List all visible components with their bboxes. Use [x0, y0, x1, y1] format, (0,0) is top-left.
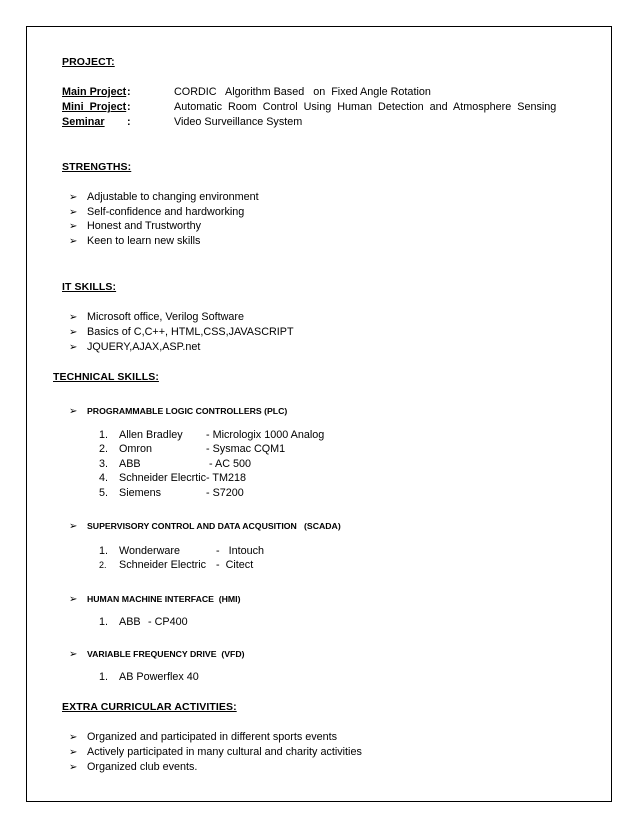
arrow-bullet-icon: ➢ [69, 762, 78, 773]
strengths-heading: STRENGTHS: [62, 161, 132, 173]
arrow-bullet-icon: ➢ [69, 207, 78, 218]
technical-skills-heading: TECHNICAL SKILLS: [53, 371, 159, 383]
plc-item: 3. ABB [99, 458, 141, 470]
hmi-item-value: - CP400 [148, 616, 188, 628]
arrow-bullet-icon: ➢ [69, 406, 78, 417]
arrow-bullet-icon: ➢ [69, 192, 78, 203]
extra-item: ➢ Organized and participated in different sports events [69, 731, 338, 743]
scada-item: 2. Schneider Electric [99, 559, 207, 571]
scada-item-value: - Intouch [216, 545, 265, 557]
plc-item-value: - S7200 [206, 487, 244, 499]
scada-item-value: - Citect [216, 559, 254, 571]
project-heading: PROJECT: [62, 56, 115, 68]
mini-project-colon: : [127, 101, 131, 113]
seminar-value: Video Surveillance System [174, 116, 303, 128]
arrow-bullet-icon: ➢ [69, 747, 78, 758]
plc-title: ➢ PROGRAMMABLE LOGIC CONTROLLERS (PLC) [69, 406, 288, 417]
main-project-colon: : [127, 86, 131, 98]
arrow-bullet-icon: ➢ [69, 236, 78, 247]
plc-item: 2. Omron [99, 443, 152, 455]
mini-project-value: Automatic Room Control Using Human Detection and Atmosphere Sensing [174, 101, 557, 113]
main-project-label: Main Project [62, 86, 127, 98]
arrow-bullet-icon: ➢ [69, 732, 78, 743]
scada-item: 1. Wonderware [99, 545, 181, 557]
extra-item: ➢ Actively participated in many cultural and charity activities [69, 746, 362, 758]
arrow-bullet-icon: ➢ [69, 221, 78, 232]
vfd-item: 1. AB Powerflex 40 [99, 671, 199, 683]
plc-item: 4. Schneider Elecrtic [99, 472, 207, 484]
plc-item-value: - AC 500 [206, 458, 252, 470]
it-skills-heading: IT SKILLS: [62, 281, 117, 293]
hmi-item: 1. ABB [99, 616, 141, 628]
plc-item: 1. Allen Bradley [99, 429, 183, 441]
it-skill-item: ➢ Microsoft office, Verilog Software [69, 311, 245, 323]
strength-item: ➢ Adjustable to changing environment [69, 191, 259, 203]
scada-title: ➢ SUPERVISORY CONTROL AND DATA ACQUSITION (SCADA) [69, 521, 341, 532]
extra-curricular-heading: EXTRA CURRICULAR ACTIVITIES: [62, 701, 237, 713]
vfd-title: ➢ VARIABLE FREQUENCY DRIVE (VFD) [69, 649, 245, 660]
mini-project-label: Mini Project [62, 101, 127, 113]
arrow-bullet-icon: ➢ [69, 342, 78, 353]
strength-item: ➢ Honest and Trustworthy [69, 220, 202, 232]
it-skill-item: ➢ Basics of C,C++, HTML,CSS,JAVASCRIPT [69, 326, 294, 338]
plc-item-value: - Sysmac CQM1 [206, 443, 286, 455]
plc-item-value: - TM218 [206, 472, 247, 484]
arrow-bullet-icon: ➢ [69, 649, 78, 660]
arrow-bullet-icon: ➢ [69, 521, 78, 532]
plc-item-value: - Micrologix 1000 Analog [206, 429, 325, 441]
seminar-colon: : [127, 116, 131, 128]
it-skill-item: ➢ JQUERY,AJAX,ASP.net [69, 341, 201, 353]
strength-item: ➢ Self-confidence and hardworking [69, 206, 245, 218]
extra-item: ➢ Organized club events. [69, 761, 198, 773]
arrow-bullet-icon: ➢ [69, 327, 78, 338]
arrow-bullet-icon: ➢ [69, 594, 78, 605]
plc-item: 5. Siemens [99, 487, 162, 499]
hmi-title: ➢ HUMAN MACHINE INTERFACE (HMI) [69, 594, 241, 605]
seminar-label: Seminar [62, 116, 105, 128]
arrow-bullet-icon: ➢ [69, 312, 78, 323]
strength-item: ➢ Keen to learn new skills [69, 235, 201, 247]
main-project-value: CORDIC Algorithm Based on Fixed Angle Rotation [174, 86, 431, 98]
